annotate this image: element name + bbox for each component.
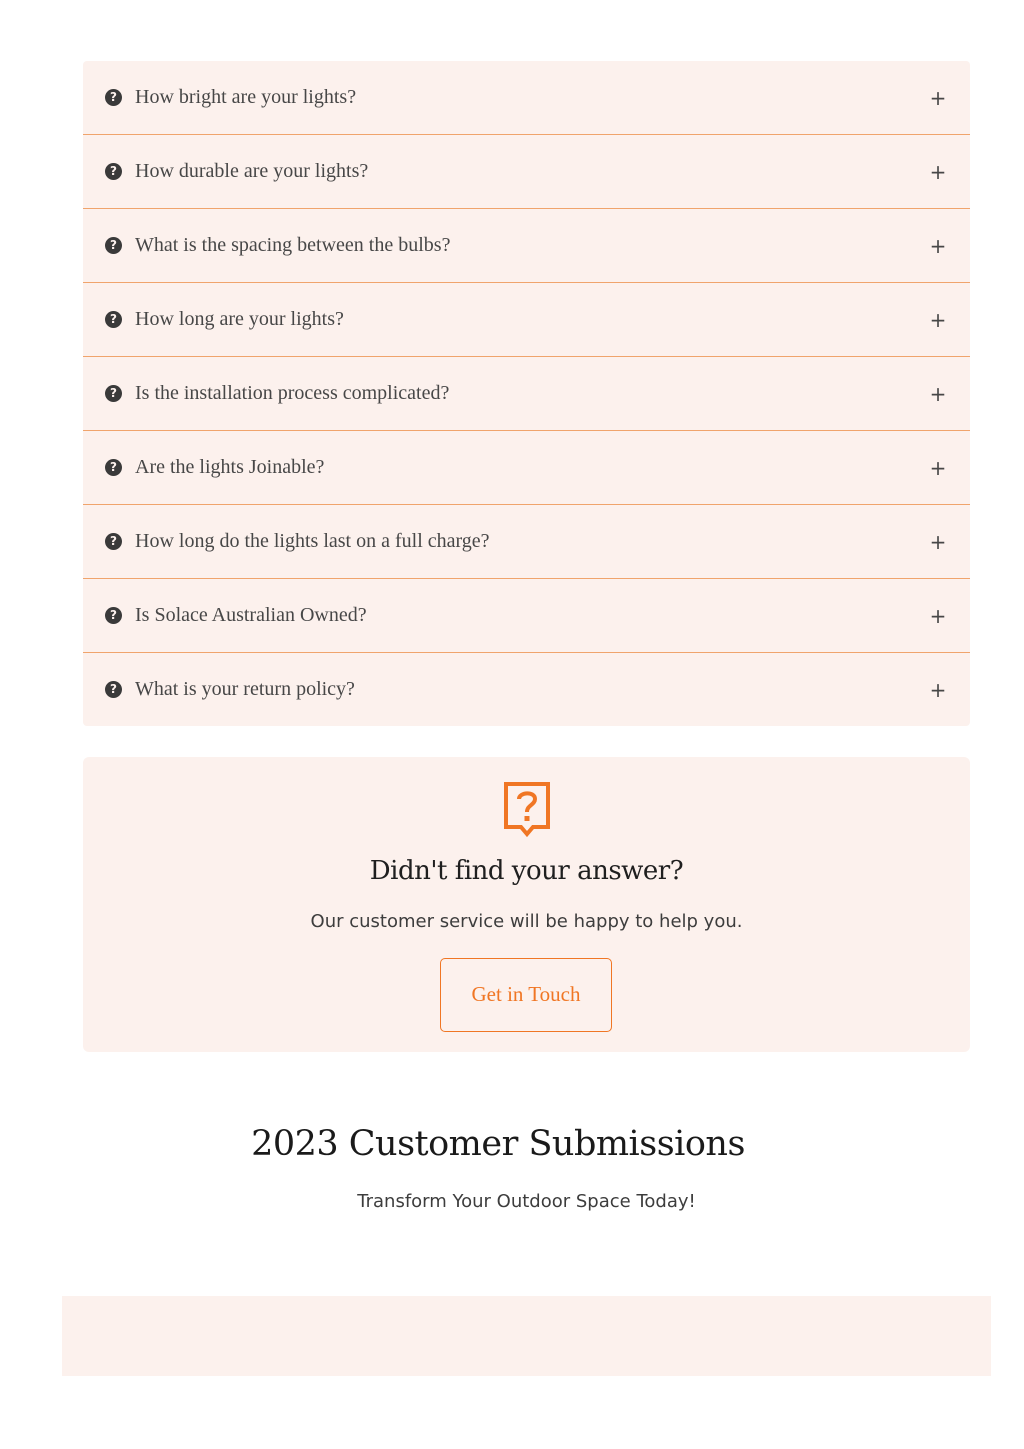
plus-icon[interactable]: + xyxy=(929,233,947,258)
faq-item[interactable] xyxy=(83,431,970,505)
faq-item[interactable] xyxy=(83,653,970,726)
plus-icon[interactable]: + xyxy=(929,603,947,628)
question-circle-icon: ? xyxy=(105,607,122,624)
question-circle-icon: ? xyxy=(105,385,122,402)
faq-item[interactable] xyxy=(83,357,970,431)
faq-item[interactable] xyxy=(83,135,970,209)
submissions-subtitle: Transform Your Outdoor Space Today! xyxy=(357,1191,696,1212)
faq-question: What is your return policy? xyxy=(135,678,355,700)
get-in-touch-button[interactable]: Get in Touch xyxy=(440,958,612,1032)
question-circle-icon: ? xyxy=(105,163,122,180)
faq-question: How long do the lights last on a full charge? xyxy=(135,530,490,552)
faq-item[interactable] xyxy=(83,283,970,357)
question-circle-icon: ? xyxy=(105,237,122,254)
faq-item[interactable] xyxy=(83,505,970,579)
plus-icon[interactable]: + xyxy=(929,529,947,554)
plus-icon[interactable]: + xyxy=(929,455,947,480)
submissions-title: 2023 Customer Submissions xyxy=(251,1124,745,1164)
help-title: Didn't find your answer? xyxy=(369,856,684,886)
plus-icon[interactable]: + xyxy=(929,159,947,184)
question-circle-icon: ? xyxy=(105,459,122,476)
question-circle-icon: ? xyxy=(105,533,122,550)
plus-icon[interactable]: + xyxy=(929,677,947,702)
faq-question: How bright are your lights? xyxy=(135,86,357,108)
faq-question: How long are your lights? xyxy=(135,308,344,330)
faq-question: Is Solace Australian Owned? xyxy=(135,604,367,626)
faq-question: How durable are your lights? xyxy=(135,160,369,182)
help-card xyxy=(83,757,970,1052)
faq-question: What is the spacing between the bulbs? xyxy=(135,234,451,256)
question-circle-icon: ? xyxy=(105,681,122,698)
plus-icon[interactable]: + xyxy=(929,381,947,406)
faq-question: Is the installation process complicated? xyxy=(135,382,450,404)
faq-item[interactable] xyxy=(83,61,970,135)
faq-item[interactable] xyxy=(83,209,970,283)
question-circle-icon: ? xyxy=(105,89,122,106)
faq-accordion xyxy=(83,61,970,726)
question-bubble-icon xyxy=(502,781,552,839)
faq-question: Are the lights Joinable? xyxy=(135,456,325,478)
faq-item[interactable] xyxy=(83,579,970,653)
help-subtitle: Our customer service will be happy to help you. xyxy=(310,911,743,932)
plus-icon[interactable]: + xyxy=(929,307,947,332)
question-circle-icon: ? xyxy=(105,311,122,328)
plus-icon[interactable]: + xyxy=(929,85,947,110)
submissions-gallery xyxy=(62,1296,991,1376)
